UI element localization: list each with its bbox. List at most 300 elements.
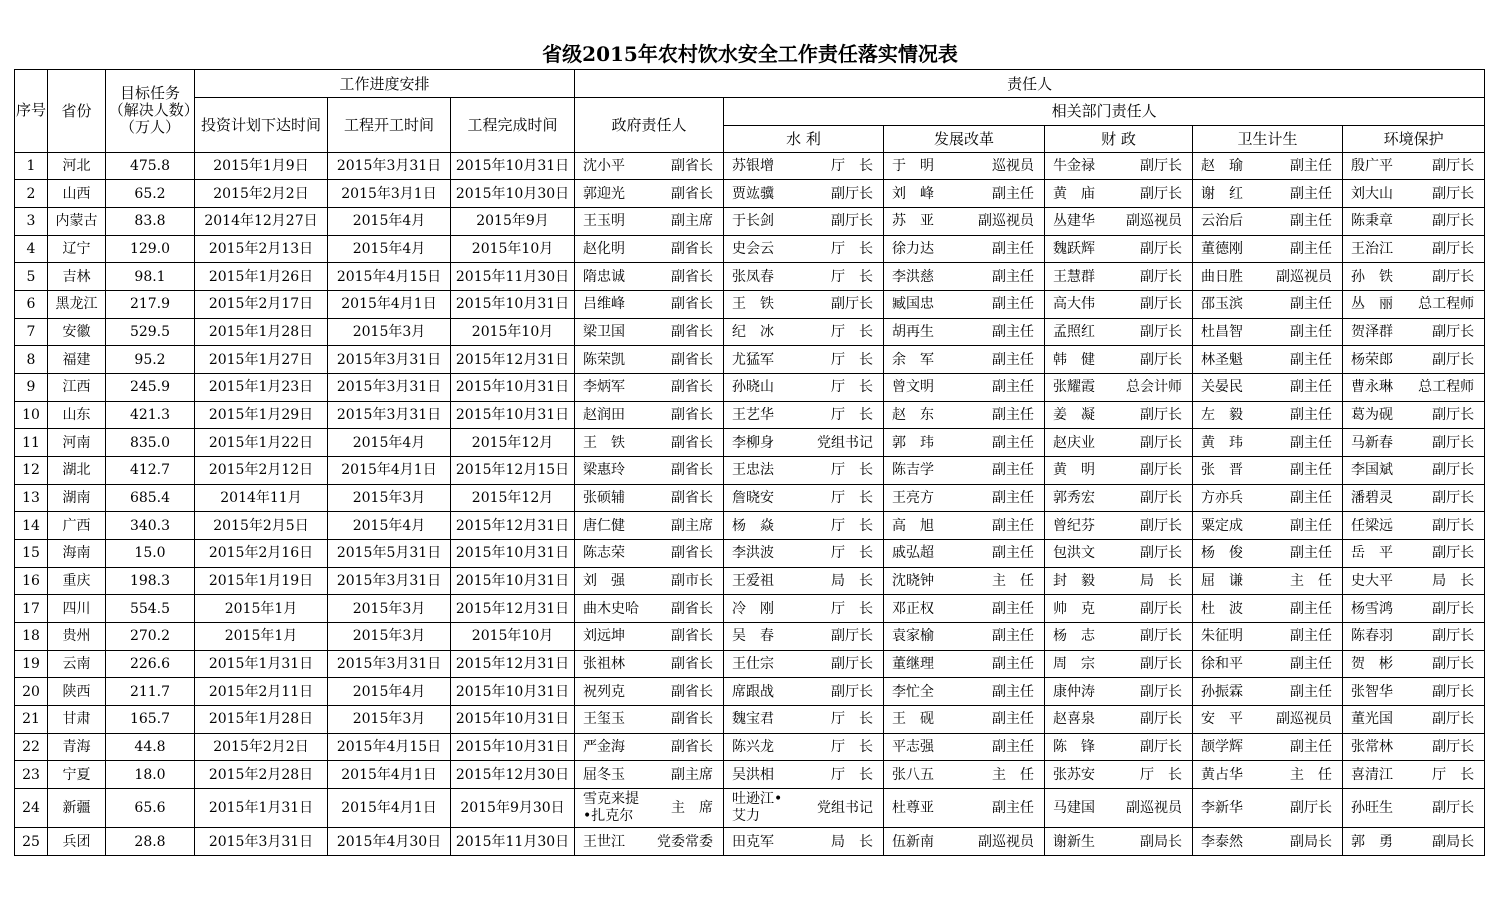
person-position: 厅 长	[831, 545, 874, 562]
cell-ndrc-person	[884, 512, 1045, 540]
cell-finance-person	[1045, 152, 1193, 180]
person-entry	[1343, 767, 1484, 783]
person-name: 曲木史哈	[583, 600, 640, 617]
cell-seq: 24	[15, 788, 48, 827]
cell-finance-person	[1045, 761, 1193, 789]
cell-plan-time: 2015年2月28日	[195, 761, 328, 789]
cell-finish-time: 2015年10月31日	[451, 733, 575, 761]
cell-gov-person	[575, 761, 724, 789]
person-name: 王仕宗	[732, 655, 775, 672]
person-name: 马建国	[1053, 800, 1096, 817]
cell-finance-person	[1045, 622, 1193, 650]
person-entry	[575, 739, 723, 755]
cell-finance-person	[1045, 512, 1193, 540]
header-province: 省份	[48, 70, 106, 153]
header-responsible: 责任人	[575, 70, 1485, 98]
person-position: 副厅长	[831, 628, 874, 645]
person-position: 副省长	[671, 545, 714, 562]
person-position: 副省长	[671, 628, 714, 645]
cell-plan-time: 2015年1月	[195, 622, 328, 650]
person-position: 副厅长	[1432, 489, 1475, 506]
person-name: 梁惠玲	[583, 462, 626, 479]
person-position: 副厅长	[1140, 683, 1183, 700]
table-row	[15, 346, 1485, 374]
person-entry	[884, 711, 1044, 727]
cell-province: 山东	[48, 401, 106, 429]
cell-seq: 12	[15, 456, 48, 484]
person-position: 副主任	[992, 324, 1035, 341]
person-name: 郭 勇	[1351, 833, 1394, 850]
person-name: 邓正权	[892, 600, 935, 617]
person-position: 副巡视员	[1276, 711, 1333, 728]
person-name: 贺 彬	[1351, 655, 1394, 672]
person-name: 于 明	[892, 158, 935, 175]
person-entry	[1045, 684, 1192, 700]
cell-finance-person	[1045, 429, 1193, 457]
cell-ndrc-person	[884, 828, 1045, 856]
person-position: 副厅长	[1432, 655, 1475, 672]
cell-province: 河南	[48, 429, 106, 457]
person-entry	[884, 601, 1044, 617]
person-name: 史大平	[1351, 572, 1394, 589]
person-position: 厅 长	[1432, 766, 1475, 783]
cell-target: 217.9	[106, 291, 195, 319]
person-name: 沈晓钟	[892, 572, 935, 589]
person-name: 郭迎光	[583, 185, 626, 202]
person-entry	[1045, 518, 1192, 534]
person-name: 杨 志	[1053, 628, 1096, 645]
cell-start-time: 2015年4月	[328, 235, 451, 263]
person-position: 副厅长	[831, 213, 874, 230]
person-position: 党委常委	[657, 833, 714, 850]
person-entry	[1193, 462, 1342, 478]
cell-gov-person	[575, 180, 724, 208]
person-entry	[1045, 407, 1192, 423]
person-position: 副省长	[671, 407, 714, 423]
cell-province: 江西	[48, 374, 106, 402]
person-name: 李泰然	[1201, 833, 1244, 850]
cell-plan-time: 2015年1月31日	[195, 788, 328, 827]
person-entry	[884, 545, 1044, 561]
person-position: 主 任	[992, 572, 1035, 589]
person-position: 副主任	[992, 268, 1035, 285]
person-name: 颉学辉	[1201, 738, 1244, 755]
cell-env-person	[1343, 374, 1485, 402]
person-entry	[884, 462, 1044, 478]
cell-plan-time: 2015年1月27日	[195, 346, 328, 374]
person-entry	[1193, 186, 1342, 202]
table-row	[15, 650, 1485, 678]
person-position: 副省长	[671, 600, 714, 617]
cell-start-time: 2015年3月31日	[328, 374, 451, 402]
person-name: 黄 玮	[1201, 434, 1244, 451]
person-entry	[1193, 834, 1342, 850]
cell-finish-time: 2015年12月	[451, 484, 575, 512]
person-entry	[724, 791, 883, 825]
person-position: 副省长	[671, 185, 714, 202]
cell-gov-person	[575, 318, 724, 346]
person-name: 陈兴龙	[732, 738, 775, 755]
header-ndrc: 发展改革	[884, 125, 1045, 152]
person-name: 任梁远	[1351, 517, 1394, 534]
person-entry	[884, 684, 1044, 700]
cell-finance-person	[1045, 263, 1193, 291]
person-position: 副市长	[671, 572, 714, 589]
person-position: 副省长	[671, 324, 714, 341]
person-name: 尤猛军	[732, 351, 775, 368]
cell-gov-person	[575, 208, 724, 236]
cell-plan-time: 2015年1月9日	[195, 152, 328, 180]
person-name: 张凤春	[732, 268, 775, 285]
cell-seq: 25	[15, 828, 48, 856]
person-position: 总工程师	[1418, 379, 1475, 396]
person-name: 徐和平	[1201, 655, 1244, 672]
person-name: 严金海	[583, 738, 626, 755]
cell-env-person	[1343, 788, 1485, 827]
person-entry	[884, 490, 1044, 506]
header-finish-time: 工程完成时间	[451, 98, 575, 153]
cell-start-time: 2015年3月31日	[328, 152, 451, 180]
cell-water-person	[724, 401, 884, 429]
person-position: 副主任	[1290, 434, 1333, 451]
cell-seq: 13	[15, 484, 48, 512]
person-entry	[1343, 490, 1484, 506]
person-position: 副主任	[1290, 628, 1333, 645]
cell-start-time: 2015年3月	[328, 484, 451, 512]
person-position: 巡视员	[992, 158, 1035, 175]
person-name: 高 旭	[892, 517, 935, 534]
cell-start-time: 2015年4月1日	[328, 291, 451, 319]
person-name: 黄 庙	[1053, 185, 1096, 202]
cell-province: 宁夏	[48, 761, 106, 789]
cell-province: 福建	[48, 346, 106, 374]
person-entry	[575, 684, 723, 700]
person-name: 王忠法	[732, 462, 775, 479]
person-name: 杜昌智	[1201, 324, 1244, 341]
cell-health-person	[1193, 678, 1343, 706]
person-name: 袁家榆	[892, 628, 935, 645]
person-entry	[724, 296, 883, 312]
cell-env-person	[1343, 208, 1485, 236]
cell-target: 65.2	[106, 180, 195, 208]
cell-seq: 8	[15, 346, 48, 374]
cell-env-person	[1343, 595, 1485, 623]
person-name: 贾竑骥	[732, 185, 775, 202]
cell-province: 安徽	[48, 318, 106, 346]
header-water: 水 利	[724, 125, 884, 152]
person-name: 孙旺生	[1351, 800, 1394, 817]
person-position: 副主任	[1290, 379, 1333, 396]
person-name: 李洪波	[732, 545, 775, 562]
cell-finish-time: 2015年10月31日	[451, 374, 575, 402]
person-name: 余 军	[892, 351, 935, 368]
header-env: 环境保护	[1343, 125, 1485, 152]
cell-target: 475.8	[106, 152, 195, 180]
cell-gov-person	[575, 374, 724, 402]
cell-seq: 5	[15, 263, 48, 291]
cell-plan-time: 2014年11月	[195, 484, 328, 512]
person-name: 安 平	[1201, 711, 1244, 728]
cell-ndrc-person	[884, 788, 1045, 827]
cell-env-person	[1343, 828, 1485, 856]
cell-env-person	[1343, 539, 1485, 567]
person-entry	[1193, 739, 1342, 755]
person-position: 副厅长	[1140, 489, 1183, 506]
person-name: 王 铁	[732, 296, 775, 313]
cell-gov-person	[575, 235, 724, 263]
cell-water-person	[724, 484, 884, 512]
person-entry	[724, 601, 883, 617]
person-entry	[1343, 656, 1484, 672]
person-position: 副主席	[671, 517, 714, 534]
table-row	[15, 512, 1485, 540]
person-position: 局 长	[831, 833, 874, 850]
cell-start-time: 2015年4月	[328, 512, 451, 540]
person-name: 赵喜泉	[1053, 711, 1096, 728]
person-position: 厅 长	[831, 407, 874, 423]
cell-gov-person	[575, 678, 724, 706]
cell-env-person	[1343, 346, 1485, 374]
person-name: 屈冬玉	[583, 766, 626, 783]
cell-water-person	[724, 180, 884, 208]
person-position: 副省长	[671, 379, 714, 396]
cell-plan-time: 2015年2月17日	[195, 291, 328, 319]
table-row	[15, 567, 1485, 595]
cell-plan-time: 2015年1月28日	[195, 318, 328, 346]
cell-ndrc-person	[884, 484, 1045, 512]
cell-health-person	[1193, 567, 1343, 595]
person-entry	[1045, 269, 1192, 285]
cell-plan-time: 2015年1月29日	[195, 401, 328, 429]
person-entry	[1193, 352, 1342, 368]
person-position: 副主任	[1290, 158, 1333, 175]
person-name: 梁卫国	[583, 324, 626, 341]
person-name: 屈 谦	[1201, 572, 1244, 589]
person-name: 吐逊江•艾力	[732, 791, 783, 825]
cell-gov-person	[575, 788, 724, 827]
person-position: 副厅长	[1140, 241, 1183, 258]
person-entry	[575, 767, 723, 783]
cell-env-person	[1343, 180, 1485, 208]
cell-plan-time: 2015年1月22日	[195, 429, 328, 457]
cell-gov-person	[575, 705, 724, 733]
cell-env-person	[1343, 678, 1485, 706]
cell-health-person	[1193, 208, 1343, 236]
table-row	[15, 828, 1485, 856]
cell-finish-time: 2015年10月	[451, 622, 575, 650]
person-entry	[884, 628, 1044, 644]
person-position: 厅 长	[831, 517, 874, 534]
person-entry	[724, 518, 883, 534]
person-position: 副主任	[992, 241, 1035, 258]
person-entry	[1193, 296, 1342, 312]
person-entry	[1343, 324, 1484, 340]
person-position: 厅 长	[831, 600, 874, 617]
table-row	[15, 733, 1485, 761]
person-position: 副厅长	[1432, 185, 1475, 202]
cell-gov-person	[575, 291, 724, 319]
table-row	[15, 761, 1485, 789]
cell-water-person	[724, 374, 884, 402]
table-row	[15, 235, 1485, 263]
person-name: 陈秉章	[1351, 213, 1394, 230]
person-entry	[1343, 462, 1484, 478]
cell-target: 685.4	[106, 484, 195, 512]
person-name: 王艺华	[732, 407, 775, 423]
person-entry	[1343, 407, 1484, 423]
person-name: 丛建华	[1053, 213, 1096, 230]
responsibility-table	[14, 69, 1485, 856]
cell-province: 海南	[48, 539, 106, 567]
person-position: 副厅长	[1432, 351, 1475, 368]
cell-finance-person	[1045, 374, 1193, 402]
person-name: 隋忠诚	[583, 268, 626, 285]
person-entry	[1193, 684, 1342, 700]
cell-health-person	[1193, 401, 1343, 429]
table-row	[15, 595, 1485, 623]
person-name: 王爱祖	[732, 572, 775, 589]
person-name: 郭 玮	[892, 434, 935, 451]
person-position: 副主任	[992, 711, 1035, 728]
person-name: 陈春羽	[1351, 628, 1394, 645]
person-position: 副厅长	[1432, 434, 1475, 451]
person-name: 张智华	[1351, 683, 1394, 700]
table-row	[15, 291, 1485, 319]
person-position: 厅 长	[831, 462, 874, 479]
cell-plan-time: 2015年1月28日	[195, 705, 328, 733]
person-position: 副厅长	[1140, 600, 1183, 617]
person-position: 总工程师	[1418, 296, 1475, 313]
person-entry	[724, 656, 883, 672]
cell-gov-person	[575, 650, 724, 678]
person-entry	[575, 407, 723, 423]
person-name: 王玺玉	[583, 711, 626, 728]
cell-gov-person	[575, 733, 724, 761]
cell-finance-person	[1045, 180, 1193, 208]
person-position: 厅 长	[831, 241, 874, 258]
cell-target: 198.3	[106, 567, 195, 595]
cell-target: 421.3	[106, 401, 195, 429]
person-name: 王 砚	[892, 711, 935, 728]
person-entry	[1193, 435, 1342, 451]
cell-ndrc-person	[884, 263, 1045, 291]
person-position: 厅 长	[831, 766, 874, 783]
cell-province: 青海	[48, 733, 106, 761]
person-entry	[724, 352, 883, 368]
cell-env-person	[1343, 401, 1485, 429]
cell-ndrc-person	[884, 291, 1045, 319]
cell-province: 湖南	[48, 484, 106, 512]
cell-target: 129.0	[106, 235, 195, 263]
person-name: 黄占华	[1201, 766, 1244, 783]
person-entry	[1343, 352, 1484, 368]
cell-target: 226.6	[106, 650, 195, 678]
person-position: 副主任	[992, 517, 1035, 534]
cell-target: 165.7	[106, 705, 195, 733]
person-name: 王玉明	[583, 213, 626, 230]
person-position: 厅 长	[831, 351, 874, 368]
person-entry	[575, 241, 723, 257]
person-position: 副主任	[1290, 407, 1333, 423]
cell-start-time: 2015年3月31日	[328, 567, 451, 595]
person-position: 副主任	[992, 683, 1035, 700]
person-name: 唐仁健	[583, 517, 626, 534]
person-entry	[575, 379, 723, 395]
cell-env-person	[1343, 235, 1485, 263]
person-position: 副厅长	[831, 185, 874, 202]
person-position: 副厅长	[1140, 434, 1183, 451]
person-name: 左 毅	[1201, 407, 1244, 423]
person-entry	[724, 462, 883, 478]
cell-ndrc-person	[884, 346, 1045, 374]
person-entry	[884, 296, 1044, 312]
person-position: 副厅长	[1432, 545, 1475, 562]
cell-gov-person	[575, 828, 724, 856]
person-name: 陈吉学	[892, 462, 935, 479]
cell-seq: 16	[15, 567, 48, 595]
person-name: 杨雪鸿	[1351, 600, 1394, 617]
person-position: 副省长	[671, 351, 714, 368]
person-name: 纪 冰	[732, 324, 775, 341]
cell-province: 黑龙江	[48, 291, 106, 319]
person-position: 副省长	[671, 434, 714, 451]
cell-province: 甘肃	[48, 705, 106, 733]
person-name: 张耀霞	[1053, 379, 1096, 396]
person-name: 张八五	[892, 766, 935, 783]
person-name: 刘 峰	[892, 185, 935, 202]
person-name: 张硕辅	[583, 489, 626, 506]
person-name: 赵化明	[583, 241, 626, 258]
cell-gov-person	[575, 567, 724, 595]
person-entry	[1343, 296, 1484, 312]
person-position: 副厅长	[1432, 683, 1475, 700]
cell-seq: 23	[15, 761, 48, 789]
person-name: 朱征明	[1201, 628, 1244, 645]
person-name: 牛金禄	[1053, 158, 1096, 175]
cell-water-person	[724, 761, 884, 789]
cell-water-person	[724, 595, 884, 623]
cell-health-person	[1193, 318, 1343, 346]
table-row	[15, 208, 1485, 236]
person-position: 厅 长	[831, 268, 874, 285]
person-name: 祝列克	[583, 683, 626, 700]
cell-health-person	[1193, 291, 1343, 319]
person-position: 局 长	[1432, 572, 1475, 589]
cell-water-person	[724, 733, 884, 761]
person-name: 史会云	[732, 241, 775, 258]
cell-finance-person	[1045, 346, 1193, 374]
person-entry	[884, 435, 1044, 451]
cell-ndrc-person	[884, 456, 1045, 484]
person-entry	[1045, 490, 1192, 506]
cell-province: 新疆	[48, 788, 106, 827]
cell-ndrc-person	[884, 429, 1045, 457]
person-entry	[724, 379, 883, 395]
cell-finance-person	[1045, 208, 1193, 236]
person-entry	[575, 490, 723, 506]
person-name: 赵 东	[892, 407, 935, 423]
person-entry	[1343, 601, 1484, 617]
person-entry	[1045, 711, 1192, 727]
person-entry	[1193, 573, 1342, 589]
cell-province: 河北	[48, 152, 106, 180]
person-entry	[724, 435, 883, 451]
person-entry	[575, 269, 723, 285]
person-position: 副厅长	[831, 655, 874, 672]
person-position: 副主任	[1290, 738, 1333, 755]
cell-env-person	[1343, 263, 1485, 291]
header-start-time: 工程开工时间	[328, 98, 451, 153]
